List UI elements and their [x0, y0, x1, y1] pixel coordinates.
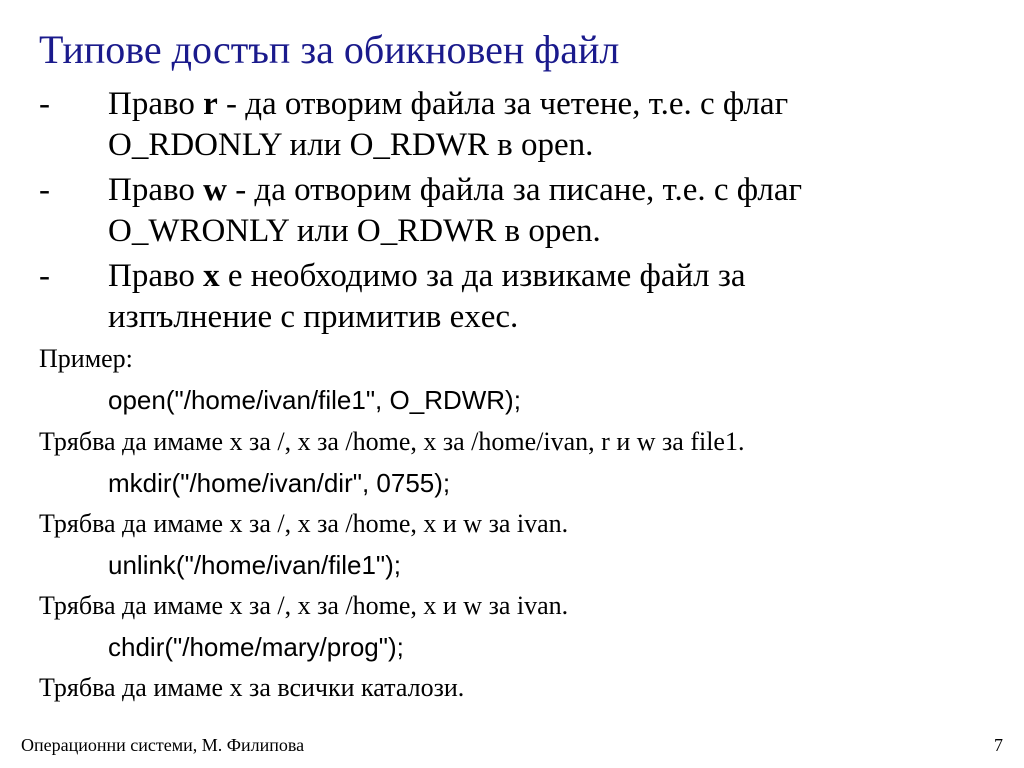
- bullet-description: - да отворим файла за четене, т.е. с флаг: [217, 86, 789, 122]
- bullet-flags: изпълнение с примитив exec.: [108, 299, 519, 335]
- bullet-description: е необходимо за да извикаме файл за: [219, 258, 746, 294]
- bullet-flags: O_RDONLY или O_RDWR в open.: [108, 127, 594, 163]
- slide-title: Типове достъп за обикновен файл: [39, 27, 620, 72]
- bullet-prefix: Право: [108, 86, 204, 122]
- bullet-prefix: Право: [108, 258, 204, 294]
- bullet-flags: O_WRONLY или O_RDWR в open.: [108, 213, 601, 249]
- bullet-text: [108, 84, 989, 166]
- example-note-mkdir: Трябва да имаме x за /, x за /home, x и w за ivan.: [39, 509, 569, 538]
- example-code-chdir: chdir("/home/mary/prog");: [108, 632, 404, 662]
- example-note-open: Трябва да имаме x за /, x за /home, x за /home/ivan, r и w за file1.: [39, 427, 745, 456]
- bullet-right-letter: x: [203, 258, 220, 294]
- bullet-dash: -: [39, 258, 50, 294]
- example-note-unlink: Трябва да имаме x за /, x за /home, x и w за ivan.: [39, 591, 569, 620]
- bullet-text: [108, 256, 989, 338]
- example-label: Пример:: [39, 344, 133, 373]
- bullet-right-letter: w: [203, 172, 227, 208]
- bullet-right-letter: r: [203, 86, 218, 122]
- example-note-chdir: Трябва да имаме x за всички каталози.: [39, 673, 465, 702]
- footer-page-number: 7: [994, 735, 1003, 755]
- bullet-dash: -: [39, 172, 50, 208]
- bullet-read-right: [39, 84, 989, 166]
- bullet-write-right: [39, 170, 989, 252]
- bullet-text: [108, 170, 989, 252]
- access-rights-list: [39, 84, 989, 342]
- example-code-open: open("/home/ivan/file1", O_RDWR);: [108, 385, 521, 415]
- footer-course-author: Операционни системи, М. Филипова: [21, 735, 305, 755]
- example-code-mkdir: mkdir("/home/ivan/dir", 0755);: [108, 468, 451, 498]
- bullet-prefix: Право: [108, 172, 204, 208]
- bullet-description: - да отворим файла за писане, т.е. с флаг: [226, 172, 803, 208]
- bullet-execute-right: [39, 256, 989, 338]
- bullet-dash: -: [39, 86, 50, 122]
- example-code-unlink: unlink("/home/ivan/file1");: [108, 550, 402, 580]
